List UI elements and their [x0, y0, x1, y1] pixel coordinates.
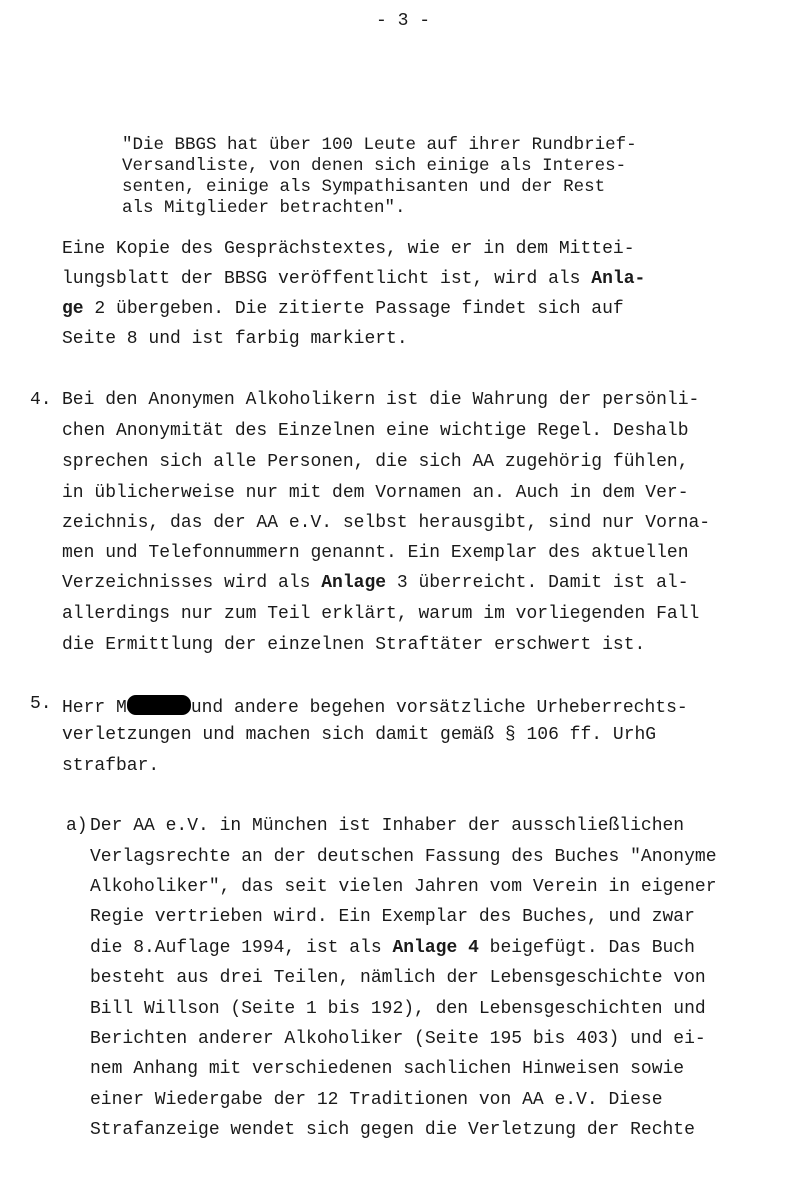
anlage-reference: Anla- — [591, 269, 646, 289]
sub-item-text: die 8.Auflage 1994, ist als — [90, 938, 393, 958]
item-line: zeichnis, das der AA e.V. selbst herausgibt, sind nur Vorna- — [62, 513, 711, 533]
paragraph-line — [62, 300, 624, 318]
sub-item-line: einer Wiedergabe der 12 Traditionen von AA e.V. Diese — [90, 1090, 663, 1110]
quote-line: senten, einige als Sympathisanten und der Rest — [122, 177, 606, 197]
anlage-reference: Anlage 4 — [392, 938, 479, 958]
sub-item-line: Regie vertrieben wird. Ein Exemplar des Buches, und zwar — [90, 907, 695, 927]
paragraph-line: Eine Kopie des Gesprächstextes, wie er in dem Mittei- — [62, 239, 635, 259]
sub-item-line: Verlagsrechte an der deutschen Fassung des Buches "Anonyme — [90, 847, 717, 867]
anlage-reference: ge — [62, 299, 84, 319]
sub-item-line — [90, 939, 695, 957]
redaction-mark — [127, 695, 191, 715]
quote-line: als Mitglieder betrachten". — [122, 198, 406, 218]
sub-item-line: Strafanzeige wendet sich gegen die Verletzung der Rechte — [90, 1120, 695, 1140]
item-line: verletzungen und machen sich damit gemäß § 106 ff. UrhG — [62, 725, 657, 745]
item-line: die Ermittlung der einzelnen Straftäter erschwert ist. — [62, 635, 646, 655]
page-number: - 3 - — [376, 11, 431, 31]
item-line: men und Telefonnummern genannt. Ein Exemplar des aktuellen — [62, 543, 689, 563]
item-line — [62, 695, 688, 717]
item-number: 4. — [30, 390, 52, 410]
item-line: in üblicherweise nur mit dem Vornamen an. Auch in dem Ver- — [62, 483, 689, 503]
item-text: und andere begehen vorsätzliche Urheberrechts- — [190, 698, 688, 718]
sub-item-line: Bill Willson (Seite 1 bis 192), den Lebensgeschichten und — [90, 999, 706, 1019]
sub-item-text: beigefügt. Das Buch — [478, 938, 695, 958]
item-line: strafbar. — [62, 756, 160, 776]
sub-item-label: a) — [66, 816, 88, 836]
paragraph-text: 2 übergeben. Die zitierte Passage findet sich auf — [94, 299, 624, 319]
paragraph-line — [62, 270, 645, 288]
item-number: 5. — [30, 694, 52, 714]
sub-item-line: nem Anhang mit verschiedenen sachlichen Hinweisen sowie — [90, 1059, 685, 1079]
item-line: chen Anonymität des Einzelnen eine wichtige Regel. Deshalb — [62, 421, 689, 441]
quote-line: "Die BBGS hat über 100 Leute auf ihrer Rundbrief- — [122, 135, 637, 155]
item-line — [62, 574, 689, 592]
sub-item-line: besteht aus drei Teilen, nämlich der Lebensgeschichte von — [90, 968, 706, 988]
item-text: Verzeichnisses wird als — [62, 573, 322, 593]
quote-line: Versandliste, von denen sich einige als Interes- — [122, 156, 627, 176]
item-line: Bei den Anonymen Alkoholikern ist die Wahrung der persönli- — [62, 390, 700, 410]
paragraph-line: Seite 8 und ist farbig markiert. — [62, 329, 408, 349]
sub-item-line: Berichten anderer Alkoholiker (Seite 195 bis 403) und ei- — [90, 1029, 706, 1049]
sub-item-line: Der AA e.V. in München ist Inhaber der ausschließlichen — [90, 816, 685, 836]
anlage-reference: Anlage — [321, 573, 387, 593]
item-line: sprechen sich alle Personen, die sich AA zugehörig fühlen, — [62, 452, 689, 472]
item-text: 3 überreicht. Damit ist al- — [386, 573, 689, 593]
sub-item-line: Alkoholiker", das seit vielen Jahren vom Verein in eigener — [90, 877, 717, 897]
paragraph-text: lungsblatt der BBSG veröffentlicht ist, wird als — [62, 269, 592, 289]
item-line: allerdings nur zum Teil erklärt, warum im vorliegenden Fall — [62, 604, 700, 624]
item-text: Herr M — [62, 698, 127, 718]
